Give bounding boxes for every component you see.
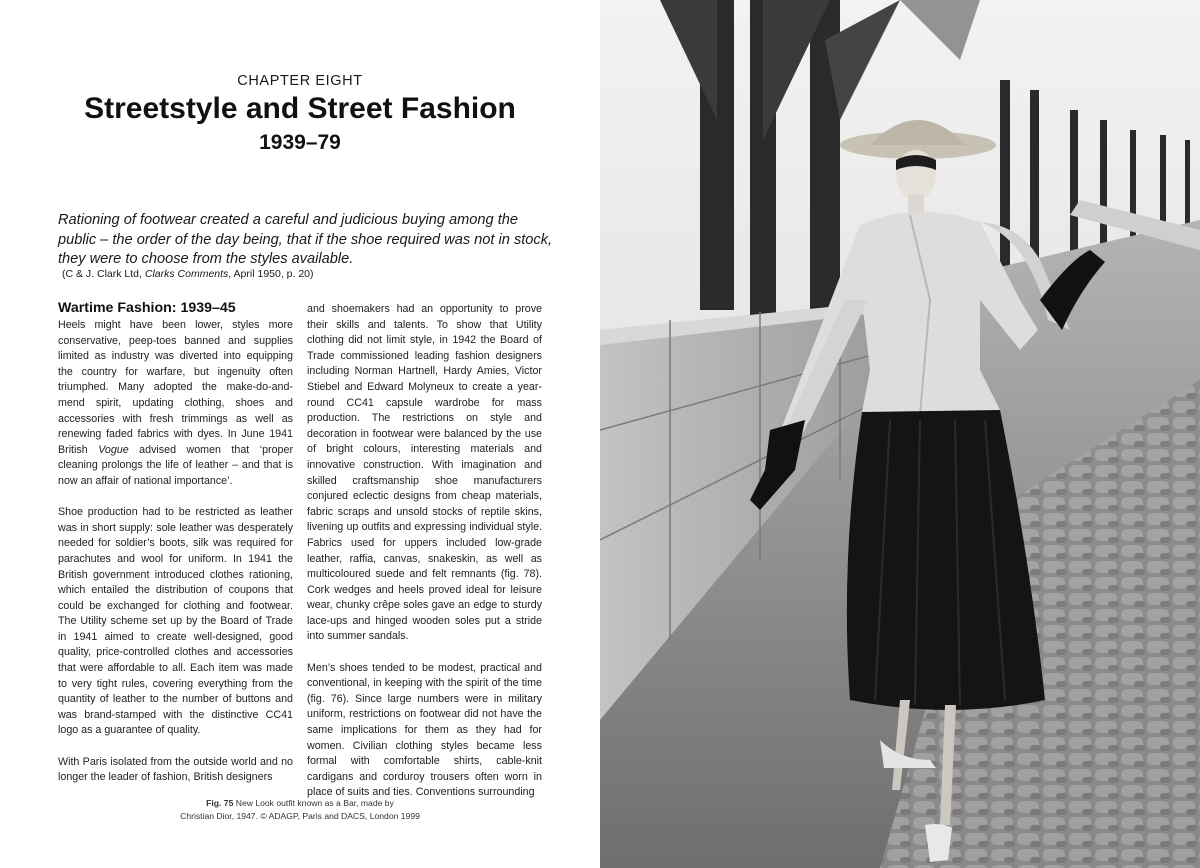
epigraph-citation <box>62 268 562 280</box>
paragraph: With Paris isolated from the outside world and no longer the leader of fashion, British designers <box>58 755 293 784</box>
citation-title: Clarks Comments <box>144 268 229 280</box>
figure-label: Fig. 75 <box>206 798 234 808</box>
paragraph <box>58 318 293 490</box>
chapter-label: CHAPTER EIGHT <box>237 73 363 89</box>
vogue-title: Vogue <box>98 443 129 456</box>
paragraph-text: advised women that ‘proper cleaning prolongs the life of leather – and that is now an affair of national importance’. <box>58 443 294 487</box>
chapter-years: 1939–79 <box>259 131 341 154</box>
caption-text-1: New Look outfit known as a Bar, made by <box>233 798 394 808</box>
caption-text-2: Christian Dior, 1947. © ADAGP, Paris and DACS, London 1999 <box>180 810 420 821</box>
text-column-1 <box>58 300 293 801</box>
paragraph: and shoemakers had an opportunity to prove their skills and talents. To show that Utility clothing did not limit style, in 1942 the Board of Trade commissioned leading fashion designers including Norman Hartnell, Hardy Amies, Victor Stiebel and Edward Molyneux to create a year-round CC41 capsule wardrobe for mass production. The restrictions on style and decoration in footwear were balanced by the use of bright colours, interesting materials and innovative construction. With imagination and skilled craftsmanship shoe manufacturers conjured eclectic designs from cheap materials, fabric scraps and unsold stocks of reptile skins, livening up outfits and expressing individual style. Fabrics used for uppers included low-grade leather, raffia, canvas, snakeskin, as well as multicoloured suede and felt remnants (fig. 78). Cork wedges and heels proved ideal for leisure wear, chunky crêpe soles gave an edge to sturdy lace-ups and hinged wooden soles put a stride into summer sandals. <box>307 303 542 643</box>
paragraph: Men’s shoes tended to be modest, practical and conventional, in keeping with the spirit of the time (fig. 76). Since large numbers were in military uniform, restrictions on footwear did not have the same implications for them as they had for women. Civilian clothing styles became less formal with comfortable shirts, cable-knit cardigans and corduroy trousers often worn in place of suits and ties. Conventions surrounding <box>307 661 542 799</box>
photograph-illustration <box>600 0 1200 868</box>
paragraph: Shoe production had to be restricted as leather was in short supply: sole leather was desperately needed for soldier’s boots, silk was required for parachutes and wool for uniform. In 1941 the British government introduced clothes rationing, which entailed the distribution of coupons that could be exchanged for clothing and footwear. The Utility scheme set up by the Board of Trade in 1941 aimed to create well-designed, good quality, price-controlled clothes and accessories that were affordable to all. Each item was made to very tight rules, covering everything from the quantity of leather to the number of buttons and was brand-stamped with the distinctive CC41 logo as a guarantee of quality. <box>58 506 293 737</box>
citation-prefix: (C & J. Clark Ltd, <box>62 268 142 280</box>
fashion-photograph <box>600 0 1200 868</box>
chapter-title: Streetstyle and Street Fashion <box>84 92 516 125</box>
figure-caption <box>150 797 450 822</box>
paragraph-text: Heels might have been lower, styles more conservative, peep-toes banned and supplies limited as industry was diverted into equipping the country for warfare, but ingenuity often triumphed. Many adopted the make-do-and-mend spirit, updating clothing, shoes and accessories with fresh trimmings as well as renewing faded fabrics with dyes. In June 1941 British <box>58 319 293 456</box>
text-column-2 <box>307 302 542 817</box>
citation-suffix: , April 1950, p. 20) <box>228 268 314 280</box>
epigraph-quote: Rationing of footwear created a careful and judicious buying among the public – the order of the day being, that if the shoe required was not in stock, they were to choose from the styles available. <box>58 212 553 267</box>
section-heading: Wartime Fashion: 1939–45 <box>58 300 236 316</box>
